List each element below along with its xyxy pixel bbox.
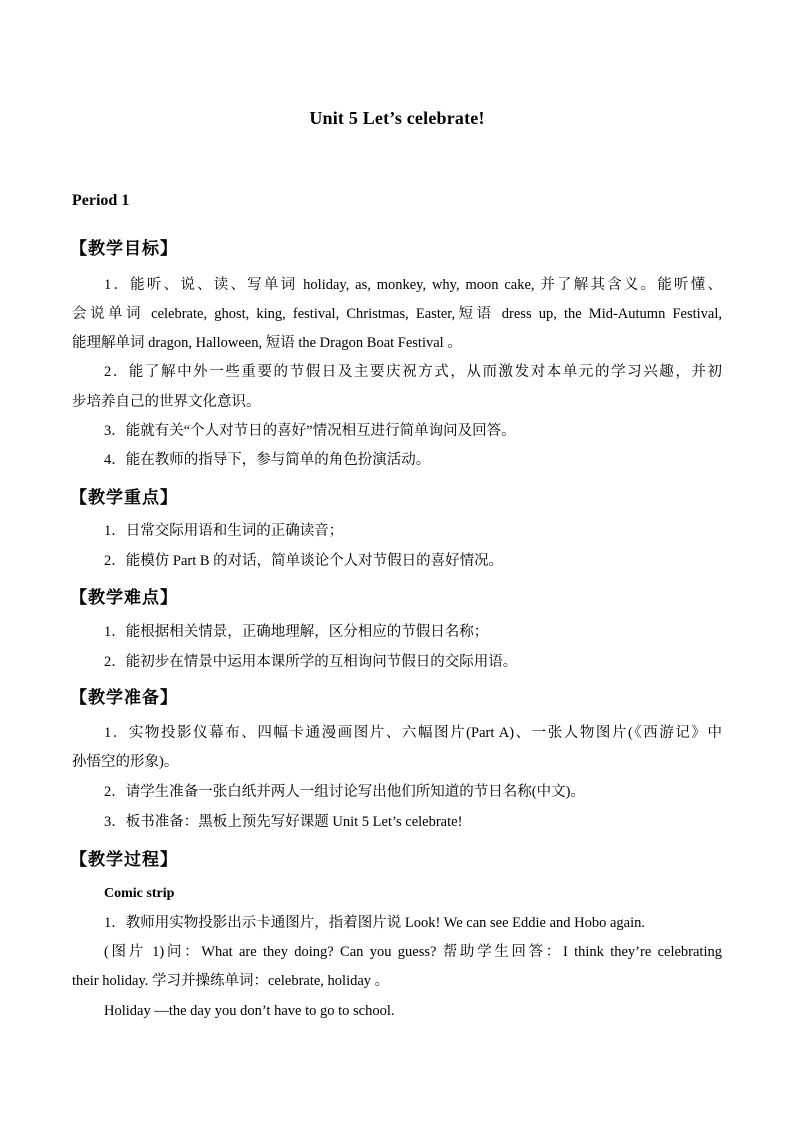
objectives-heading: 【教学目标】 — [70, 239, 178, 259]
objectives-line: 步培养自己的世界文化意识。 — [72, 394, 261, 410]
objectives-line: 2．能了解中外一些重要的节假日及主要庆祝方式，从而激发对本单元的学习兴趣，并初 — [104, 364, 722, 380]
difficulties-line: 2．能初步在情景中运用本课所学的互相询问节假日的交际用语。 — [104, 654, 518, 670]
key-points-heading: 【教学重点】 — [70, 488, 178, 508]
process-heading: 【教学过程】 — [70, 850, 178, 870]
comic-strip-subheading: Comic strip — [104, 886, 175, 901]
document-title: Unit 5 Let’s celebrate! — [309, 108, 485, 128]
objectives-line: 4．能在教师的指导下，参与简单的角色扮演活动。 — [104, 452, 431, 468]
objectives-line: 能理解单词 dragon, Halloween, 短语 the Dragon Boat Festival 。 — [72, 335, 462, 351]
process-line: 1．教师用实物投影出示卡通图片，指着图片说 Look! We can see Eddie and Hobo again. — [104, 915, 646, 931]
process-line: their holiday. 学习并操练单词：celebrate, holiday 。 — [72, 973, 390, 989]
preparation-heading: 【教学准备】 — [70, 688, 178, 708]
objectives-line: 1．能听、说、读、写单词 holiday, as, monkey, why, moon cake, 并了解其含义。能听懂、 — [104, 277, 722, 293]
period-label: Period 1 — [72, 192, 130, 209]
preparation-line: 1．实物投影仪幕布、四幅卡通漫画图片、六幅图片(Part A)、一张人物图片(《西游记》中 — [104, 725, 722, 741]
key-points-line: 2．能模仿 Part B 的对话，简单谈论个人对节假日的喜好情况。 — [104, 553, 504, 569]
preparation-line: 3．板书准备：黑板上预先写好课题 Unit 5 Let’s celebrate! — [104, 814, 463, 830]
difficulties-heading: 【教学难点】 — [70, 588, 178, 608]
key-points-line: 1．日常交际用语和生词的正确读音； — [104, 523, 344, 539]
preparation-line: 孙悟空的形象)。 — [72, 754, 179, 770]
objectives-line: 3．能就有关“个人对节日的喜好”情况相互进行简单询问及回答。 — [104, 423, 516, 439]
process-line: Holiday —the day you don’t have to go to school. — [104, 1003, 395, 1019]
objectives-line: 会说单词 celebrate, ghost, king, festival, Christmas, Easter,短语 dress up, the Mid-Autumn Festival, — [72, 306, 722, 322]
difficulties-line: 1．能根据相关情景，正确地理解，区分相应的节假日名称； — [104, 624, 489, 640]
process-line: (图片 1)问：What are they doing? Can you guess? 帮助学生回答：I think they’re celebrating — [104, 944, 722, 960]
preparation-line: 2．请学生准备一张白纸并两人一组讨论写出他们所知道的节日名称(中文)。 — [104, 784, 585, 800]
